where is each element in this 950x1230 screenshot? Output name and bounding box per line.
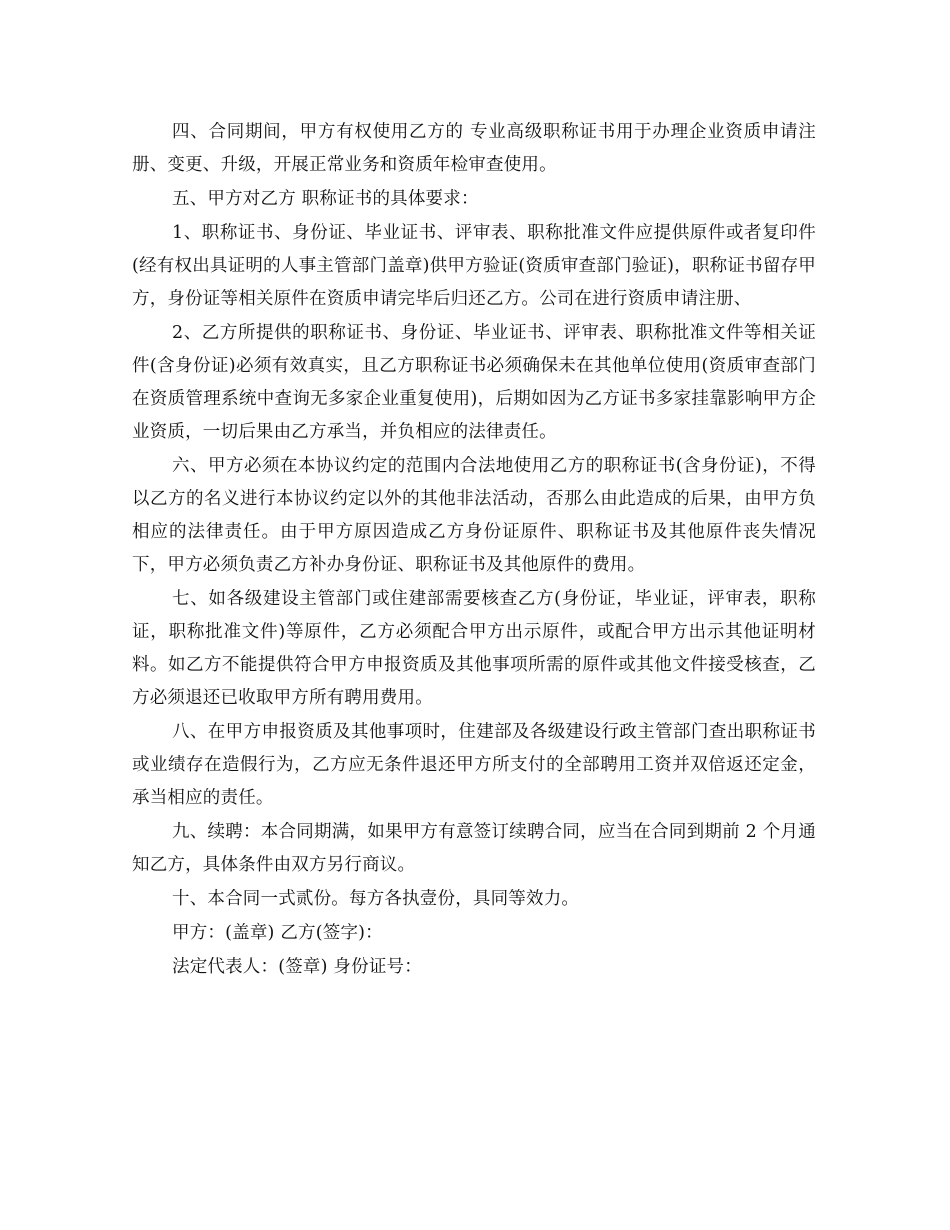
clause-8: 八、在甲方申报资质及其他事项时，住建部及各级建设行政主管部门查出职称证书或业绩存在造假行为，乙方应无条件退还甲方所支付的全部聘用工资并双倍返还定金，承当相应的责任。 — [132, 722, 816, 808]
clause-7: 七、如各级建设主管部门或住建部需要核查乙方(身份证，毕业证，评审表，职称证，职称批准文件)等原件，乙方必须配合甲方出示原件，或配合甲方出示其他证明材料。如乙方不能提供符合甲方申报资质及其他事项所需的原件或其他文件接受核查，乙方必须退还已收取甲方所有聘用费用。 — [132, 589, 816, 708]
signature-line-parties: 甲方：(盖章) 乙方(签字)： — [172, 923, 383, 943]
clause-5-item-1: 1、职称证书、身份证、毕业证书、评审表、职称批准文件应提供原件或者复印件(经有权出具证明的人事主管部门盖章)供甲方验证(资质审查部门验证)，职称证书留存甲方，身份证等相关原件在资质申请完毕后归还乙方。公司在进行资质申请注册、 — [132, 223, 816, 309]
signature-line-representative: 法定代表人：(签章) 身份证号： — [172, 957, 422, 977]
clause-5-item-2: 2、乙方所提供的职称证书、身份证、毕业证书、评审表、职称批准文件等相关证件(含身份证)必须有效真实，且乙方职称证书必须确保未在其他单位使用(资质审查部门在资质管理系统中查询无多家企业重复使用)，后期如因为乙方证书多家挂靠影响甲方企业资质，一切后果由乙方承当，并负相应的法律责任。 — [132, 323, 816, 442]
clause-10: 十、本合同一式贰份。每方各执壹份，具同等效力。 — [172, 889, 580, 909]
clause-6: 六、甲方必须在本协议约定的范围内合法地使用乙方的职称证书(含身份证)，不得以乙方的名义进行本协议约定以外的其他非法活动，否那么由此造成的后果，由甲方负相应的法律责任。由于甲方原因造成乙方身份证原件、职称证书及其他原件丧失情况下，甲方必须负责乙方补办身份证、职称证书及其他原件的费用。 — [132, 456, 816, 575]
clause-4: 四、合同期间，甲方有权使用乙方的 专业高级职称证书用于办理企业资质申请注册、变更、升级，开展正常业务和资质年检审查使用。 — [132, 122, 816, 175]
clause-5-heading: 五、甲方对乙方 职称证书的具体要求： — [172, 189, 479, 209]
clause-9: 九、续聘：本合同期满，如果甲方有意签订续聘合同，应当在合同到期前 2 个月通知乙方，具体条件由双方另行商议。 — [132, 822, 816, 875]
contract-body — [132, 116, 816, 985]
